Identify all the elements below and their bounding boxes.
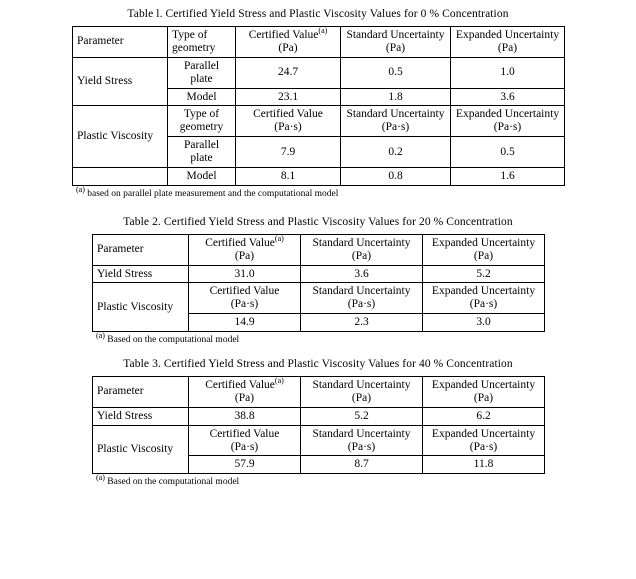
header-standard-unit: (Pa) (351, 249, 372, 262)
table-1-block (72, 8, 564, 199)
cell-expanded-uncertainty: 6.2 (423, 407, 545, 425)
header-certified-unit: (Pa) (278, 41, 298, 54)
header-certified-label: Certified Value (205, 379, 275, 391)
cell-certified-value: 14.9 (189, 314, 301, 332)
header-certified-unit-2: (Pa·s) (230, 298, 259, 311)
header-certified-label-2: Certified Value (253, 108, 323, 121)
header-expanded-unit: (Pa) (473, 249, 494, 262)
table-row (73, 27, 565, 58)
table-row (93, 425, 545, 456)
header-certified-value-2 (189, 283, 301, 314)
header-expanded-label: Expanded Uncertainty (431, 379, 536, 391)
header-standard-label: Standard Uncertainty (346, 29, 445, 41)
cell-geometry: Parallel plate (168, 57, 236, 88)
cell-standard-uncertainty: 1.8 (341, 88, 451, 106)
header-expanded-uncertainty-2 (423, 283, 545, 314)
cell-certified-value: 23.1 (236, 88, 341, 106)
table-3-block (92, 358, 544, 487)
header-standard-uncertainty-2 (301, 283, 423, 314)
table-2 (92, 234, 545, 332)
cell-certified-value: 38.8 (189, 407, 301, 425)
header-standard-uncertainty (301, 234, 423, 265)
cell-standard-uncertainty: 0.2 (341, 137, 451, 168)
row-label-plastic-viscosity-text: Plastic Viscosity (77, 130, 154, 143)
table-1-footnote-text: based on parallel plate measurement and the computational model (84, 188, 339, 199)
header-certified-value-2 (189, 425, 301, 456)
table-row (73, 57, 565, 88)
table-1 (72, 26, 565, 186)
spacer (0, 345, 636, 358)
header-expanded-uncertainty-2 (451, 106, 565, 137)
header-standard-label-2: Standard Uncertainty (312, 427, 411, 440)
cell-expanded-uncertainty: 3.0 (423, 314, 545, 332)
cell-expanded-uncertainty: 11.8 (423, 456, 545, 474)
table-row (93, 407, 545, 425)
row-label-plastic-viscosity-text: Plastic Viscosity (97, 443, 174, 455)
row-label-yield-stress: Yield Stress (93, 265, 189, 283)
header-certified-superscript: (a) (274, 233, 284, 243)
header-expanded-label: Expanded Uncertainty (431, 236, 536, 249)
header-expanded-unit-2: (Pa·s) (469, 440, 498, 453)
table-row (93, 265, 545, 283)
table-2-footnote-marker: (a) (96, 330, 105, 340)
row-label-plastic-viscosity (73, 106, 168, 168)
header-certified-unit: (Pa) (234, 391, 255, 404)
table-2-block (92, 216, 544, 345)
table-1-caption: Table l. Certified Yield Stress and Plastic Viscosity Values for 0 % Concentration (127, 8, 509, 20)
table-2-footnote-text: Based on the computational model (104, 335, 240, 345)
cell-standard-uncertainty: 5.2 (301, 407, 423, 425)
cell-geometry: Model (168, 167, 236, 185)
header-parameter: Parameter (73, 27, 168, 58)
cell-expanded-uncertainty: 0.5 (451, 137, 565, 168)
header-expanded-unit: (Pa) (473, 391, 494, 404)
header-certified-value (236, 27, 341, 58)
header-standard-label: Standard Uncertainty (312, 379, 411, 391)
header-parameter: Parameter (93, 377, 189, 408)
header-certified-unit: (Pa) (234, 249, 255, 262)
header-standard-uncertainty-2 (301, 425, 423, 456)
table-1-footnote (76, 184, 564, 199)
row-label-plastic-viscosity-text: Plastic Viscosity (97, 300, 174, 313)
header-standard-uncertainty-2 (341, 106, 451, 137)
table-1-footnote-marker: (a) (76, 184, 85, 194)
cell-expanded-uncertainty: 5.2 (423, 265, 545, 283)
header-expanded-unit-2: (Pa·s) (469, 298, 498, 311)
table-row (93, 234, 545, 265)
cell-expanded-uncertainty: 1.0 (451, 57, 565, 88)
cell-standard-uncertainty: 0.5 (341, 57, 451, 88)
header-certified-label-2: Certified Value (209, 285, 280, 298)
header-standard-label-2: Standard Uncertainty (346, 108, 445, 121)
row-label-yield-stress: Yield Stress (73, 57, 168, 106)
table-3-caption: Table 3. Certified Yield Stress and Plastic Viscosity Values for 40 % Concentration (123, 358, 513, 370)
header-expanded-unit: (Pa) (497, 41, 518, 54)
header-expanded-uncertainty (451, 27, 565, 58)
header-certified-label: Certified Value (205, 236, 275, 249)
header-standard-label-2: Standard Uncertainty (312, 285, 411, 298)
header-geometry (168, 27, 236, 58)
cell-geometry: Model (168, 88, 236, 106)
header-standard-unit-2: (Pa·s) (347, 440, 376, 453)
header-certified-superscript: (a) (274, 376, 284, 386)
header-certified-label: Certified Value (248, 29, 319, 41)
header-expanded-label-2: Expanded Uncertainty (455, 108, 560, 121)
table-3-footnote-text: Based on the computational model (104, 477, 240, 488)
cell-certified-value: 8.1 (236, 167, 341, 185)
header-expanded-label: Expanded Uncertainty (455, 29, 560, 41)
header-certified-value (189, 377, 301, 408)
table-3 (92, 376, 545, 474)
header-standard-uncertainty (301, 377, 423, 408)
header-expanded-unit-2: (Pa·s) (493, 121, 522, 134)
cell-geometry: Parallel plate (168, 137, 236, 168)
header-certified-label-2: Certified Value (209, 427, 280, 440)
spacer (0, 199, 636, 216)
cell-standard-uncertainty: 0.8 (341, 167, 451, 185)
cell-expanded-uncertainty: 1.6 (451, 167, 565, 185)
table-3-footnote (96, 473, 544, 488)
header-geometry-2: Type of geometry (168, 106, 236, 137)
table-row (73, 167, 565, 185)
cell-expanded-uncertainty: 3.6 (451, 88, 565, 106)
cell-certified-value: 57.9 (189, 456, 301, 474)
cell-standard-uncertainty: 3.6 (301, 265, 423, 283)
header-standard-unit-2: (Pa·s) (381, 121, 410, 134)
table-row (93, 377, 545, 408)
row-label-plastic-viscosity (93, 283, 189, 332)
header-standard-unit: (Pa) (385, 41, 406, 54)
row-label-yield-stress: Yield Stress (93, 407, 189, 425)
table-2-caption: Table 2. Certified Yield Stress and Plastic Viscosity Values for 20 % Concentration (123, 215, 513, 228)
header-parameter: Parameter (93, 234, 189, 265)
row-label-plastic-viscosity (93, 425, 189, 474)
header-expanded-uncertainty-2 (423, 425, 545, 456)
header-standard-uncertainty (341, 27, 451, 58)
cell-certified-value: 7.9 (236, 137, 341, 168)
table-2-footnote (96, 330, 544, 345)
table-row (73, 106, 565, 137)
cell-standard-uncertainty: 8.7 (301, 456, 423, 474)
header-expanded-uncertainty (423, 377, 545, 408)
header-certified-value (189, 234, 301, 265)
cell-standard-uncertainty: 2.3 (301, 314, 423, 332)
header-standard-unit: (Pa) (351, 391, 372, 404)
header-expanded-label-2: Expanded Uncertainty (431, 427, 536, 440)
header-expanded-label-2: Expanded Uncertainty (431, 285, 536, 298)
header-standard-label: Standard Uncertainty (312, 236, 411, 249)
table-row (93, 283, 545, 314)
header-certified-unit-2: (Pa·s) (274, 121, 302, 134)
header-certified-unit-2: (Pa·s) (230, 440, 259, 453)
header-certified-value-2 (236, 106, 341, 137)
row-label-empty (73, 167, 168, 185)
header-expanded-uncertainty (423, 234, 545, 265)
table-3-footnote-marker: (a) (96, 473, 105, 483)
header-standard-unit-2: (Pa·s) (347, 298, 376, 311)
cell-certified-value: 24.7 (236, 57, 341, 88)
header-geometry-line1: Type of geometry (172, 29, 216, 54)
header-certified-superscript: (a) (318, 26, 328, 36)
cell-certified-value: 31.0 (189, 265, 301, 283)
